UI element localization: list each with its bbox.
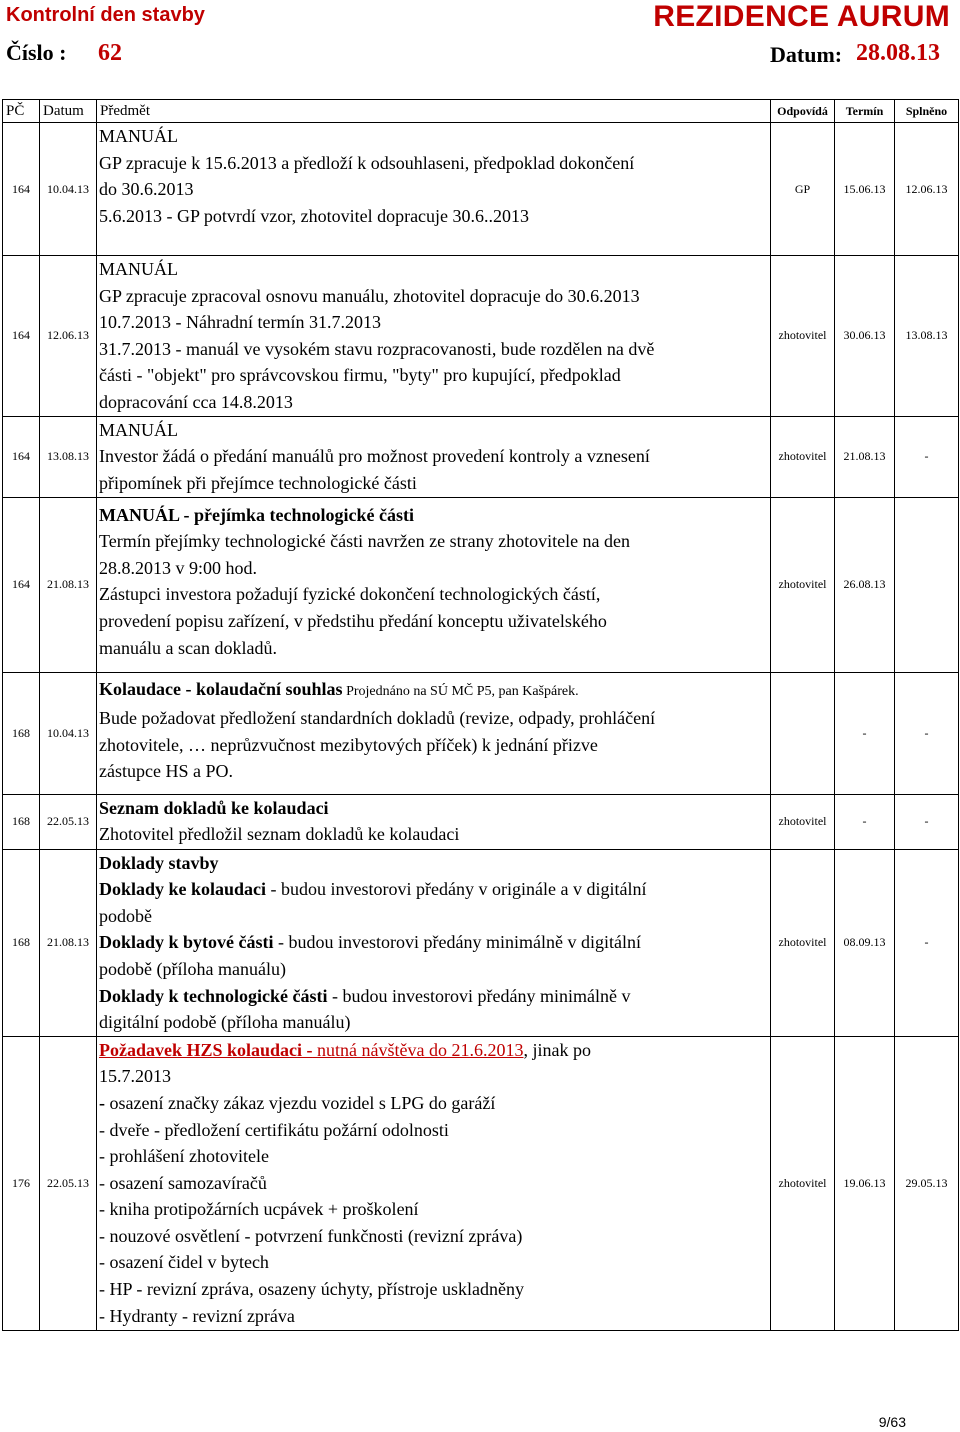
row-subject [97, 1036, 771, 1330]
row-subject [97, 416, 771, 497]
subject-title-rest: , jinak po [523, 1039, 591, 1060]
row-subject [97, 256, 771, 417]
table-row [3, 497, 959, 672]
subject-line: provedení popisu zařízení, v předstihu předání konceptu uživatelského [99, 610, 607, 631]
minutes-table [2, 99, 959, 1331]
subject-title: Doklady stavby [99, 852, 219, 873]
page-number: 9/63 [878, 1414, 906, 1430]
subject-line: 28.8.2013 v 9:00 hod. [99, 557, 258, 578]
subject-title-deadline: nutná návštěva do 21.6.2013 [312, 1039, 524, 1060]
row-responsible: zhotovitel [771, 794, 835, 849]
row-date: 21.08.13 [40, 849, 97, 1036]
row-subject [97, 497, 771, 672]
project-name: REZIDENCE AURUM [653, 0, 950, 33]
row-responsible: GP [771, 123, 835, 256]
subject-line: Termín přejímky technologické části navržen ze strany zhotovitele na den [99, 531, 631, 552]
document-title: Kontrolní den stavby [6, 4, 205, 26]
row-pc: 168 [3, 794, 40, 849]
row-date: 22.05.13 [40, 794, 97, 849]
subject-title: Seznam dokladů ke kolaudaci [99, 797, 329, 818]
bullet-item: - kniha protipožárních ucpávek + proškolení [99, 1199, 419, 1220]
subject-line: MANUÁL [99, 419, 178, 440]
table-row [3, 672, 959, 794]
row-subject [97, 849, 771, 1036]
table-row [3, 256, 959, 417]
row-subject [97, 123, 771, 256]
subject-line: Doklady k technologické části - budou investorovi předány minimálně v [99, 985, 631, 1006]
table-row [3, 416, 959, 497]
number-label: Číslo : [6, 40, 67, 65]
subject-line: manuálu a scan dokladů. [99, 637, 277, 658]
subject-line: Doklady ke kolaudaci - budou investorovi předány v originále a v digitální [99, 879, 647, 900]
subject-title-line [99, 1037, 768, 1064]
subject-title-line [99, 676, 768, 706]
row-date: 10.04.13 [40, 672, 97, 794]
subject-title: MANUÁL - přejímka technologické části [99, 504, 414, 525]
subject-line: zhotovitele, … neprůzvučnost mezibytových příček) k jednání přizve [99, 734, 598, 755]
row-deadline: 15.06.13 [835, 123, 895, 256]
row-deadline: 30.06.13 [835, 256, 895, 417]
row-deadline: - [835, 672, 895, 794]
date-value: 28.08.13 [856, 40, 940, 66]
subject-line: Doklady k bytové části - budou investorovi předány minimálně v digitální [99, 932, 641, 953]
row-completed: 12.06.13 [895, 123, 959, 256]
row-completed: - [895, 849, 959, 1036]
subject-title-note: Projednáno na SÚ MČ P5, pan Kašpárek. [342, 683, 579, 699]
col-header-pc: PČ [3, 100, 40, 123]
bullet-item: - osazení značky zákaz vjezdu vozidel s LPG do garáží [99, 1092, 496, 1113]
subject-line: do 30.6.2013 [99, 179, 194, 200]
row-responsible: zhotovitel [771, 256, 835, 417]
col-header-termin: Termín [835, 100, 895, 123]
subject-line: 10.7.2013 - Náhradní termín 31.7.2013 [99, 312, 381, 333]
row-deadline: 21.08.13 [835, 416, 895, 497]
bullet-item: - dveře - předložení certifikátu požární odolnosti [99, 1119, 449, 1140]
row-responsible: zhotovitel [771, 1036, 835, 1330]
subject-line: MANUÁL [99, 126, 178, 146]
row-responsible: zhotovitel [771, 849, 835, 1036]
row-completed: 29.05.13 [895, 1036, 959, 1330]
subject-line: GP zpracuje zpracoval osnovu manuálu, zhotovitel dopracuje do 30.6.2013 [99, 285, 640, 306]
table-row [3, 123, 959, 256]
subject-line: MANUÁL [99, 259, 178, 279]
row-completed: - [895, 794, 959, 849]
subject-line: části - "objekt" pro správcovskou firmu, "byty" pro kupující, předpoklad [99, 365, 621, 386]
subject-line: Zástupci investora požadují fyzické dokončení technologických částí, [99, 584, 601, 605]
table-row [3, 849, 959, 1036]
table-row [3, 794, 959, 849]
subject-line: 31.7.2013 - manuál ve vysokém stavu rozpracovanosti, bude rozdělen na dvě [99, 338, 655, 359]
col-header-splneno: Splněno [895, 100, 959, 123]
row-pc: 164 [3, 416, 40, 497]
subject-title: Požadavek HZS kolaudaci - [99, 1039, 313, 1060]
bullet-item: - nouzové osvětlení - potvrzení funkčnosti (revizní zpráva) [99, 1225, 523, 1246]
row-responsible: zhotovitel [771, 497, 835, 672]
subject-line: Bude požadovat předložení standardních dokladů (revize, odpady, prohláčení [99, 708, 656, 729]
row-pc: 168 [3, 672, 40, 794]
row-pc: 176 [3, 1036, 40, 1330]
row-date: 22.05.13 [40, 1036, 97, 1330]
row-completed: 13.08.13 [895, 256, 959, 417]
row-deadline: 26.08.13 [835, 497, 895, 672]
bullet-item: - HP - revizní zpráva, osazeny úchyty, přístroje uskladněny [99, 1279, 525, 1300]
subject-line: dopracování cca 14.8.2013 [99, 391, 293, 412]
col-header-predmet: Předmět [97, 100, 771, 123]
bullet-item: - osazení čidel v bytech [99, 1252, 269, 1273]
date-label: Datum: [770, 42, 843, 67]
row-date: 13.08.13 [40, 416, 97, 497]
table-row [3, 1036, 959, 1330]
row-pc: 164 [3, 256, 40, 417]
row-pc: 164 [3, 123, 40, 256]
table-header-row [3, 100, 959, 123]
row-responsible: zhotovitel [771, 416, 835, 497]
row-date: 10.04.13 [40, 123, 97, 256]
subject-line: podobě [99, 905, 152, 926]
bullet-item: - prohlášení zhotovitele [99, 1146, 269, 1167]
row-date: 21.08.13 [40, 497, 97, 672]
number-value: 62 [98, 40, 122, 66]
row-subject [97, 794, 771, 849]
row-responsible [771, 672, 835, 794]
subject-title: Kolaudace - kolaudační souhlas [99, 678, 343, 699]
row-completed [895, 497, 959, 672]
row-subject [97, 672, 771, 794]
row-deadline: - [835, 794, 895, 849]
subject-line: digitální podobě (příloha manuálu) [99, 1012, 351, 1033]
row-pc: 164 [3, 497, 40, 672]
row-deadline: 19.06.13 [835, 1036, 895, 1330]
subject-line: podobě (příloha manuálu) [99, 958, 286, 979]
row-completed: - [895, 672, 959, 794]
subject-line: zástupce HS a PO. [99, 761, 233, 782]
subject-line: GP zpracuje k 15.6.2013 a předloží k odsouhlaseni, předpoklad dokončení [99, 152, 635, 173]
bullet-item: - Hydranty - revizní zpráva [99, 1305, 295, 1326]
row-pc: 168 [3, 849, 40, 1036]
subject-line: připomínek při přejímce technologické části [99, 472, 417, 493]
col-header-odpovida: Odpovídá [771, 100, 835, 123]
bullet-item: - osazení samozavíračů [99, 1172, 267, 1193]
row-completed: - [895, 416, 959, 497]
subject-line: 15.7.2013 [99, 1066, 171, 1087]
col-header-datum: Datum [40, 100, 97, 123]
subject-line: Investor žádá o předání manuálů pro možnost provedení kontroly a vznesení [99, 446, 650, 467]
row-date: 12.06.13 [40, 256, 97, 417]
row-deadline: 08.09.13 [835, 849, 895, 1036]
subject-line: Zhotovitel předložil seznam dokladů ke kolaudaci [99, 824, 460, 845]
subject-line: 5.6.2013 - GP potvrdí vzor, zhotovitel dopracuje 30.6..2013 [99, 205, 530, 226]
